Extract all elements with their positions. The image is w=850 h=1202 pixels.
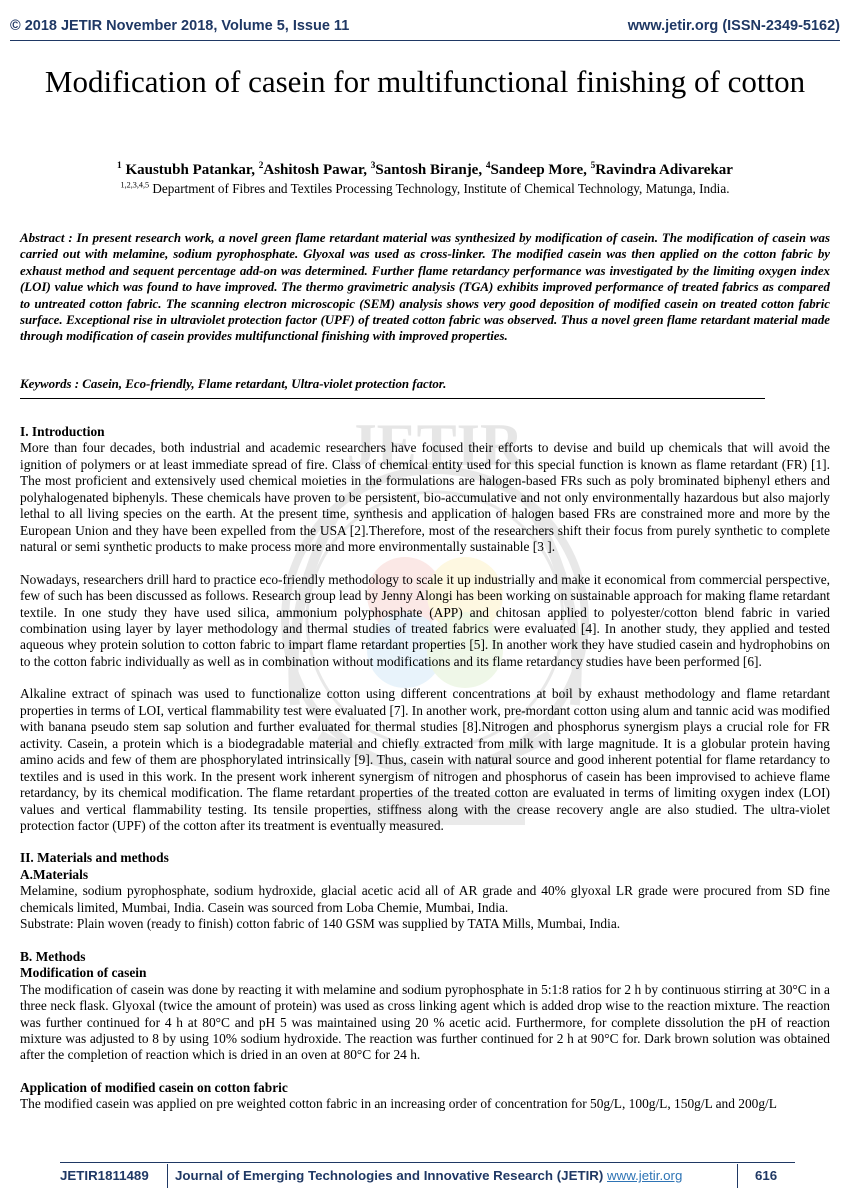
author-5-name: Ravindra Adivarekar <box>595 162 733 178</box>
affiliation-numbers: 1,2,3,4,5 <box>120 180 150 190</box>
author-3-number: 3 <box>370 161 376 171</box>
application-paragraph: The modified casein was applied on pre weighted cotton fabric in an increasing order of concentration for 50g/L, 100g/L, 150g/L and 200g/L <box>20 1096 777 1112</box>
running-header <box>10 18 840 40</box>
author-list <box>20 162 830 179</box>
affiliation-text: Department of Fibres and Textiles Processing Technology, Institute of Chemical Technology, Matunga, India. <box>152 181 730 196</box>
paragraph-spacer <box>20 556 830 572</box>
author-1-name: Kaustubh Patankar, <box>125 162 255 178</box>
intro-paragraph-1: More than four decades, both industrial and academic researchers have focused their efforts to devise and build up chemicals that will avoid the ignition of polymers or at least immediate spread of fire. Class of chemical entity used for this special function is known as flame retardant (FR) [1]. The most proficient and extensively used chemical moieties in the formulations are halogen-based FRs such as poly brominated biphenyl ethers and polyhalogenated biphenyls. These chemicals have proven to be persistent, bio-accumulative and not only environmentally hazardous but also majorly lethal to all living species on the earth. At the present time, synthesis and application of halogen based FRs are constrained more and more by the European Union and they have been expelled from the USA [2].Therefore, most of the researchers shift their focus from purely synthetic to complete natural or semi synthetic products to make process more and more environmentally sustainable [3 ]. <box>20 440 830 555</box>
footer-website-link[interactable]: www.jetir.org <box>607 1168 683 1183</box>
author-2-number: 2 <box>258 161 264 171</box>
footer-paper-id: JETIR1811489 <box>60 1168 149 1183</box>
author-5-number: 5 <box>590 161 596 171</box>
subsection-methods-heading: B. Methods <box>20 948 86 964</box>
page-number: 616 <box>755 1168 778 1183</box>
paragraph-spacer <box>20 933 830 949</box>
paragraph-spacer <box>20 834 830 850</box>
author-4-name: Sandeep More, <box>490 162 587 178</box>
subsection-materials-heading: A.Materials <box>20 866 89 882</box>
author-2-name: Ashitosh Pawar, <box>263 162 367 178</box>
header-divider <box>10 40 840 41</box>
running-footer <box>60 1168 795 1188</box>
keywords-divider <box>20 398 765 399</box>
watermark-text: JETIR <box>346 412 524 478</box>
author-1-number: 1 <box>117 161 122 171</box>
section-methods-heading: II. Materials and methods <box>20 850 169 866</box>
author-4-number: 4 <box>485 161 491 171</box>
paper-title: Modification of casein for multifunctional finishing of cotton <box>44 64 806 99</box>
author-3-name: Santosh Biranje, <box>375 162 483 178</box>
abstract-block <box>20 230 830 345</box>
intro-paragraph-3: Alkaline extract of spinach was used to functionalize cotton using different concentrations at boil by exhaust methodology and flame retardant properties in terms of LOI, vertical flammability test were evaluated [7]. In another work, pre-mordant cotton using alum and tannic acid was modified with banana pseudo stem sap solution and further evaluated for thermal studies [8].Nitrogen and phosphorus synergism plays a crucial role for FR activity. Casein, a protein which is a biodegradable material and chiefly extracted from milk with large magnitude. It is a globular protein having amino acids and few of them are phosphorylated intrinsically [9]. Thus, casein with natural source and good inherent potential for flame retardancy to textiles and is used in this work. In the present work inherent synergism of nitrogen and phosphorus of casein has been improvised to achieve flame retardancy, by its chemical modification. The flame retardant properties of the treated cotton are evaluated in terms of limiting oxygen index (LOI) values and vertical flammability testing. Its tensile properties, stiffness along with the crease recovery angle are also studied. The ultra-violet protection factor (UPF) of the cotton after its treatment is eventually measured. <box>20 686 830 833</box>
substrate-paragraph: Substrate: Plain woven (ready to finish) cotton fabric of 140 GSM was supplied by TATA Mills, Mumbai, India. <box>20 916 621 932</box>
keywords-block <box>20 376 830 392</box>
abstract-text: Abstract : In present research work, a novel green flame retardant material was synthesized by modification of casein. The modification of casein was carried out with melamine, sodium pyrophosphate. Glyoxal was used as cross-linker. The modified casein was then applied on the cotton fabric by exhaust method and sequent percentage add-on was determined. Further flame retardancy performance was investigated by the limiting oxygen index (LOI) value which was found to have improved. The thermo gravimetric analysis (TGA) exhibits improved performance of treated fabrics as compared to untreated cotton fabric. The scanning electron microscopic (SEM) analysis shows very good deposition of modified casein on treated cotton fabric surface. Exceptional rise in ultraviolet protection factor (UPF) of treated cotton fabric was observed. Thus a novel green flame retardant material made through modification of casein provides multifunctional finishing with improved properties. <box>20 231 830 344</box>
modification-paragraph: The modification of casein was done by reacting it with melamine and sodium pyrophosphate in 5:1:8 ratios for 2 h by continuous stirring at 30°C in a three neck flask. Glyoxal (twice the amount of protein) was used as cross linking agent which is added drop wise to the reaction mixture. The reaction was further continued for 4 h at 80°C and pH 5 was maintained using 20 % acetic acid. Furthermore, for complete dissolution the pH of reaction mixture was adjusted to 8 by using 10% sodium hydroxide. The reaction was further continued for 2 h at 90°C for. Dark brown solution was obtained after the completion of reaction which is dried in an oven at 80°C for 24 h. <box>20 981 830 1063</box>
main-body <box>20 424 830 1113</box>
footer-separator <box>167 1164 168 1188</box>
paragraph-spacer <box>20 670 830 686</box>
materials-paragraph: Melamine, sodium pyrophosphate, sodium hydroxide, glacial acetic acid all of AR grade and 40% glyoxal LR grade were procured from SD fine chemicals limited, Mumbai, India. Casein was sourced from Loba Chemie, Mumbai, India. <box>20 883 830 915</box>
author-affiliation <box>20 181 830 197</box>
keywords-text: Keywords : Casein, Eco-friendly, Flame retardant, Ultra-violet protection factor. <box>20 377 447 391</box>
intro-paragraph-2: Nowadays, researchers drill hard to practice eco-friendly methodology to scale it up industrially and make it economical from commercial perspective, few of such has been discussed as follows. Research group lead by Jenny Alongi has been working on sustainable approach for making flame retardant textile. In one study they have used silica, ammonium polyphosphate (APP) and chitosan applied to polyester/cotton blend fabric in varied combination using layer by layer methodology and thermal studies of treated fabrics were evaluated [4]. In another study, they applied and tested aqueous whey protein solution to cotton fabric to impart flame retardant properties [5]. In another work they have studied casein and hydrophobins on to the cotton fabric individually as well as in combination without modifications and its flame retardancy studies have been performed [6]. <box>20 571 830 669</box>
header-citation: © 2018 JETIR November 2018, Volume 5, Issue 11 <box>10 18 350 34</box>
section-introduction-heading: I. Introduction <box>20 424 105 439</box>
header-website-issn: www.jetir.org (ISSN-2349-5162) <box>627 18 840 34</box>
modification-heading: Modification of casein <box>20 965 147 981</box>
paragraph-spacer <box>20 1064 830 1080</box>
footer-journal-name: Journal of Emerging Technologies and Innovative Research (JETIR) <box>175 1168 604 1183</box>
footer-divider <box>60 1162 795 1163</box>
application-heading: Application of modified casein on cotton fabric <box>20 1079 288 1095</box>
footer-separator <box>737 1164 738 1188</box>
footer-journal <box>175 1168 682 1183</box>
